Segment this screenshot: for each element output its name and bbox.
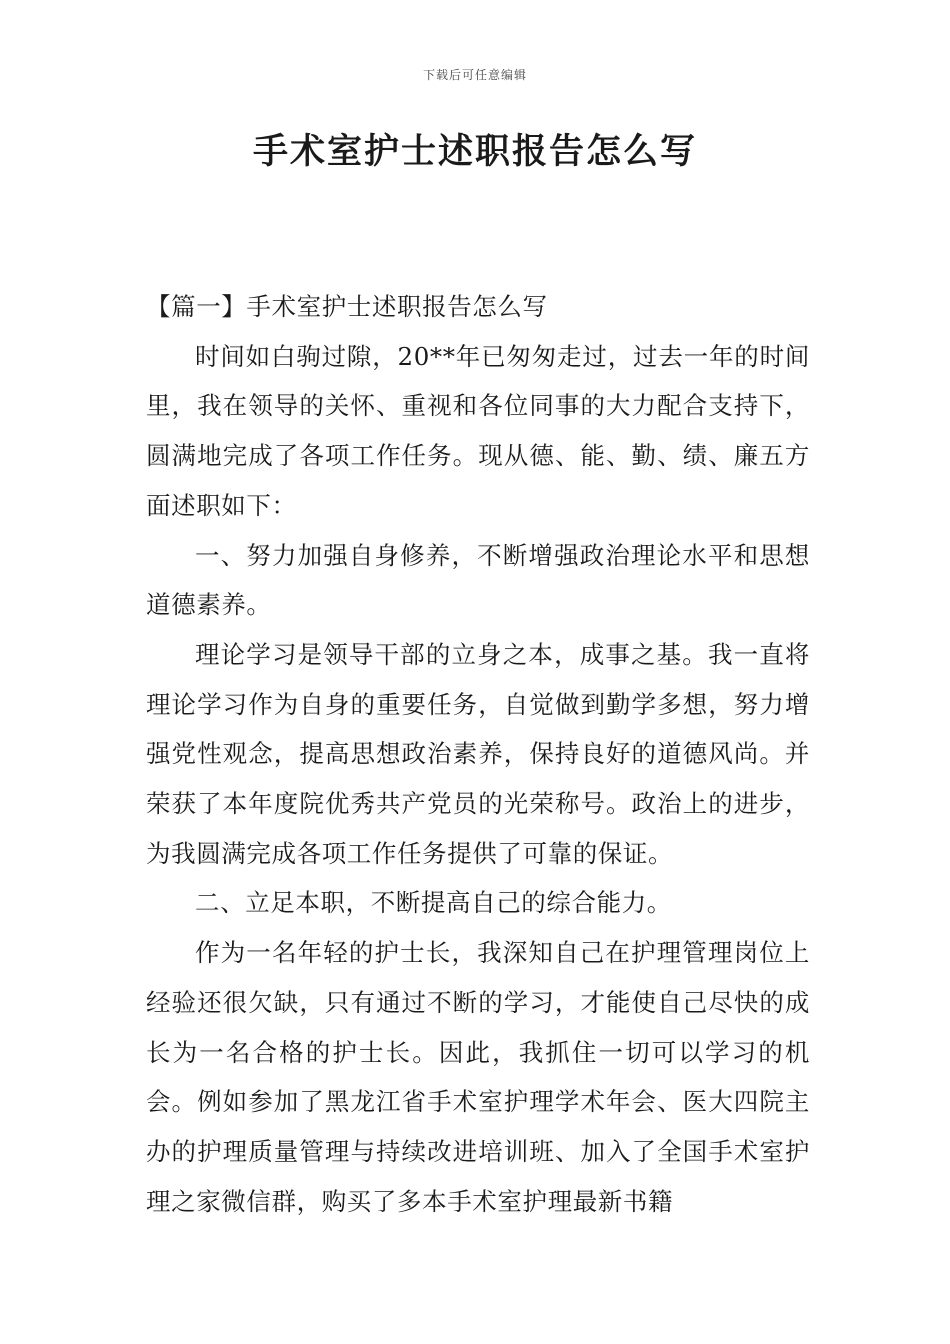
paragraph-head-nurse-learning: 作为一名年轻的护士长，我深知自己在护理管理岗位上经验还很欠缺，只有通过不断的学习，才能使自己尽快的成长为一名合格的护士长。因此，我抓住一切可以学习的机会。例如参加了黑龙江省手术室护理学术年会、医大四院主办的护理质量管理与持续改进培训班、加入了全国手术室护理之家微信群，购买了多本手术室护理最新书籍	[146, 938, 810, 1216]
document-body	[146, 282, 810, 1226]
document-title: 手术室护士述职报告怎么写	[252, 131, 697, 172]
header-note: 下载后可任意编辑	[422, 68, 527, 82]
paragraph-theory-study: 理论学习是领导干部的立身之本，成事之基。我一直将理论学习作为自身的重要任务，自觉做到勤学多想，努力增强党性观念，提高思想政治素养，保持良好的道德风尚。并荣获了本年度院优秀共产党员的光荣称号。政治上的进步，为我圆满完成各项工作任务提供了可靠的保证。	[146, 639, 810, 868]
paragraph-point-one-heading: 一、努力加强自身修养，不断增强政治理论水平和思想道德素养。	[146, 540, 810, 620]
paragraph-intro: 时间如白驹过隙，20**年已匆匆走过，过去一年的时间里，我在领导的关怀、重视和各位同事的大力配合支持下，圆满地完成了各项工作任务。现从德、能、勤、绩、廉五方面述职如下：	[146, 341, 810, 520]
section-heading: 【篇一】手术室护士述职报告怎么写	[146, 292, 548, 321]
paragraph-point-two-heading: 二、立足本职，不断提高自己的综合能力。	[195, 888, 672, 918]
